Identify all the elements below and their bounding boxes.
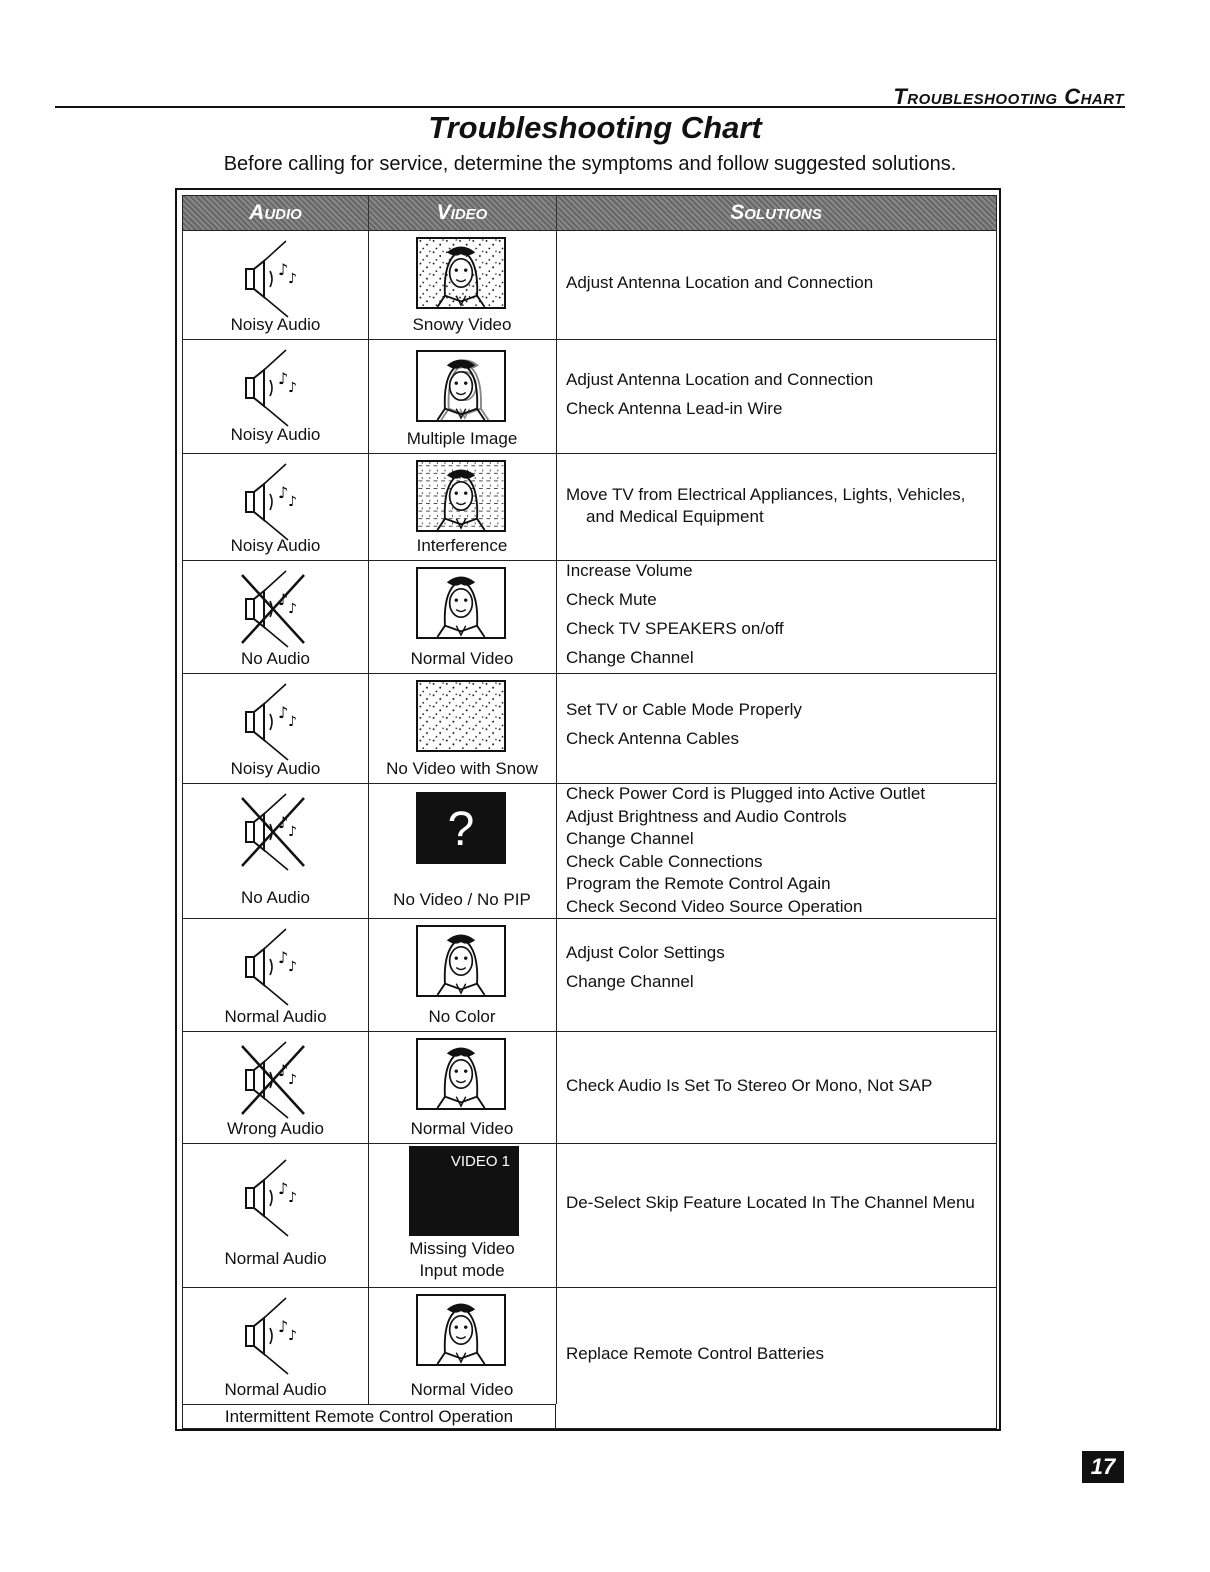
solution-item: Check Mute xyxy=(566,590,657,609)
solution-list xyxy=(566,1344,988,1373)
solution-item: Adjust Color Settings xyxy=(566,943,725,962)
video1-label: VIDEO 1 xyxy=(450,1153,510,1170)
normal-speaker-icon xyxy=(238,1296,308,1376)
table-row xyxy=(182,784,997,919)
solution-item: Check Cable Connections xyxy=(566,851,763,871)
normal-tv-icon xyxy=(416,1038,506,1110)
question-mark: ? xyxy=(447,803,475,856)
solution-list xyxy=(566,1076,988,1105)
table-row xyxy=(182,340,997,454)
missing-input-tv-icon xyxy=(409,1146,519,1236)
table-row xyxy=(182,919,997,1032)
audio-label: Noisy Audio xyxy=(230,536,321,555)
solution-list xyxy=(566,370,988,428)
solution-item: Check Audio Is Set To Stereo Or Mono, Not SAP xyxy=(566,1076,933,1095)
video-label: Snowy Video xyxy=(412,315,512,334)
video-label: Normal Video xyxy=(410,1119,514,1138)
video-label: Multiple Image xyxy=(406,429,518,448)
normal-speaker-icon xyxy=(238,1158,308,1238)
video-label: No Video / No PIP xyxy=(393,890,531,909)
solution-item: Check Second Video Source Operation xyxy=(566,896,863,916)
audio-label: No Audio xyxy=(241,888,310,907)
normal-speaker-icon xyxy=(238,927,308,1007)
running-head: Troubleshooting Chart xyxy=(893,84,1124,109)
table-row xyxy=(182,231,997,340)
video-label: No Color xyxy=(428,1007,496,1026)
no-color-tv-icon xyxy=(416,925,506,997)
solution-item: Program the Remote Control Again xyxy=(566,874,831,893)
solution-item: Change Channel xyxy=(566,648,694,667)
solution-list xyxy=(566,273,988,302)
no-video-tv-icon xyxy=(416,792,506,864)
audio-label: Noisy Audio xyxy=(230,425,321,444)
solution-item: Increase Volume xyxy=(566,561,693,580)
audio-label: Normal Audio xyxy=(224,1249,327,1268)
solution-item: Check Power Cord is Plugged into Active Outlet xyxy=(566,784,926,803)
noisy-speaker-icon xyxy=(238,462,308,542)
video-label: No Video with Snow xyxy=(386,759,538,778)
page-subtitle: Before calling for service, determine the symptoms and follow suggested solutions. xyxy=(223,153,957,175)
video-label-line2: Input mode xyxy=(419,1261,505,1280)
normal-tv-icon xyxy=(416,1294,506,1366)
solution-item: De-Select Skip Feature Located In The Channel Menu xyxy=(566,1193,975,1212)
audio-label: No Audio xyxy=(241,649,310,668)
video-label: Interference xyxy=(416,536,508,555)
solution-list xyxy=(566,561,988,677)
audio-label: Normal Audio xyxy=(224,1007,327,1026)
page-number: 17 xyxy=(1082,1451,1124,1483)
solution-item: Move TV from Electrical Appliances, Lights, Vehicles, and Medical Equipment xyxy=(566,485,966,526)
video-label: Missing Video xyxy=(409,1239,515,1258)
video-label: Normal Video xyxy=(410,649,514,668)
solution-item: Adjust Antenna Location and Connection xyxy=(566,273,874,292)
header-video: Video xyxy=(368,196,557,230)
audio-label: Wrong Audio xyxy=(226,1119,325,1138)
solution-item: Adjust Antenna Location and Connection xyxy=(566,370,874,389)
multiple-image-tv-icon xyxy=(416,350,506,422)
solution-item: Check TV SPEAKERS on/off xyxy=(566,619,784,638)
solution-item: Set TV or Cable Mode Properly xyxy=(566,700,802,719)
solution-item: Change Channel xyxy=(566,972,694,991)
solution-list xyxy=(566,784,988,919)
muted-speaker-icon xyxy=(238,569,308,649)
table-row xyxy=(182,1032,997,1144)
solution-list xyxy=(566,943,988,1001)
troubleshooting-table xyxy=(182,195,997,1429)
solution-list xyxy=(566,484,988,537)
table-row xyxy=(182,674,997,784)
interference-tv-icon xyxy=(416,460,506,532)
solution-item: Replace Remote Control Batteries xyxy=(566,1344,824,1363)
solution-item: Check Antenna Lead-in Wire xyxy=(566,399,783,418)
muted-speaker-icon xyxy=(238,792,308,872)
header-solutions: Solutions xyxy=(730,201,822,224)
audio-label: Noisy Audio xyxy=(230,759,321,778)
header-audio: Audio xyxy=(183,196,369,230)
snowy-tv-icon xyxy=(416,237,506,309)
audio-label: Normal Audio xyxy=(224,1380,327,1399)
symptom-footer: Intermittent Remote Control Operation xyxy=(183,1404,556,1428)
noisy-speaker-icon xyxy=(238,682,308,762)
noisy-speaker-icon xyxy=(238,348,308,428)
solution-list xyxy=(566,700,988,758)
solution-item: Change Channel xyxy=(566,829,694,848)
noisy-speaker-icon xyxy=(238,239,308,319)
table-row xyxy=(182,454,997,561)
normal-tv-icon xyxy=(416,567,506,639)
table-header xyxy=(182,195,997,231)
solution-item: Adjust Brightness and Audio Controls xyxy=(566,806,847,826)
audio-label: Noisy Audio xyxy=(230,315,321,334)
snow-only-tv-icon xyxy=(416,680,506,752)
solution-item: Check Antenna Cables xyxy=(566,729,739,748)
video-label: Normal Video xyxy=(410,1380,514,1399)
table-row xyxy=(182,1144,997,1288)
wrong-audio-speaker-icon xyxy=(238,1040,308,1120)
page-title: Troubleshooting Chart xyxy=(428,110,762,145)
table-row xyxy=(182,561,997,674)
solution-list xyxy=(566,1192,988,1223)
table-row xyxy=(182,1288,997,1429)
